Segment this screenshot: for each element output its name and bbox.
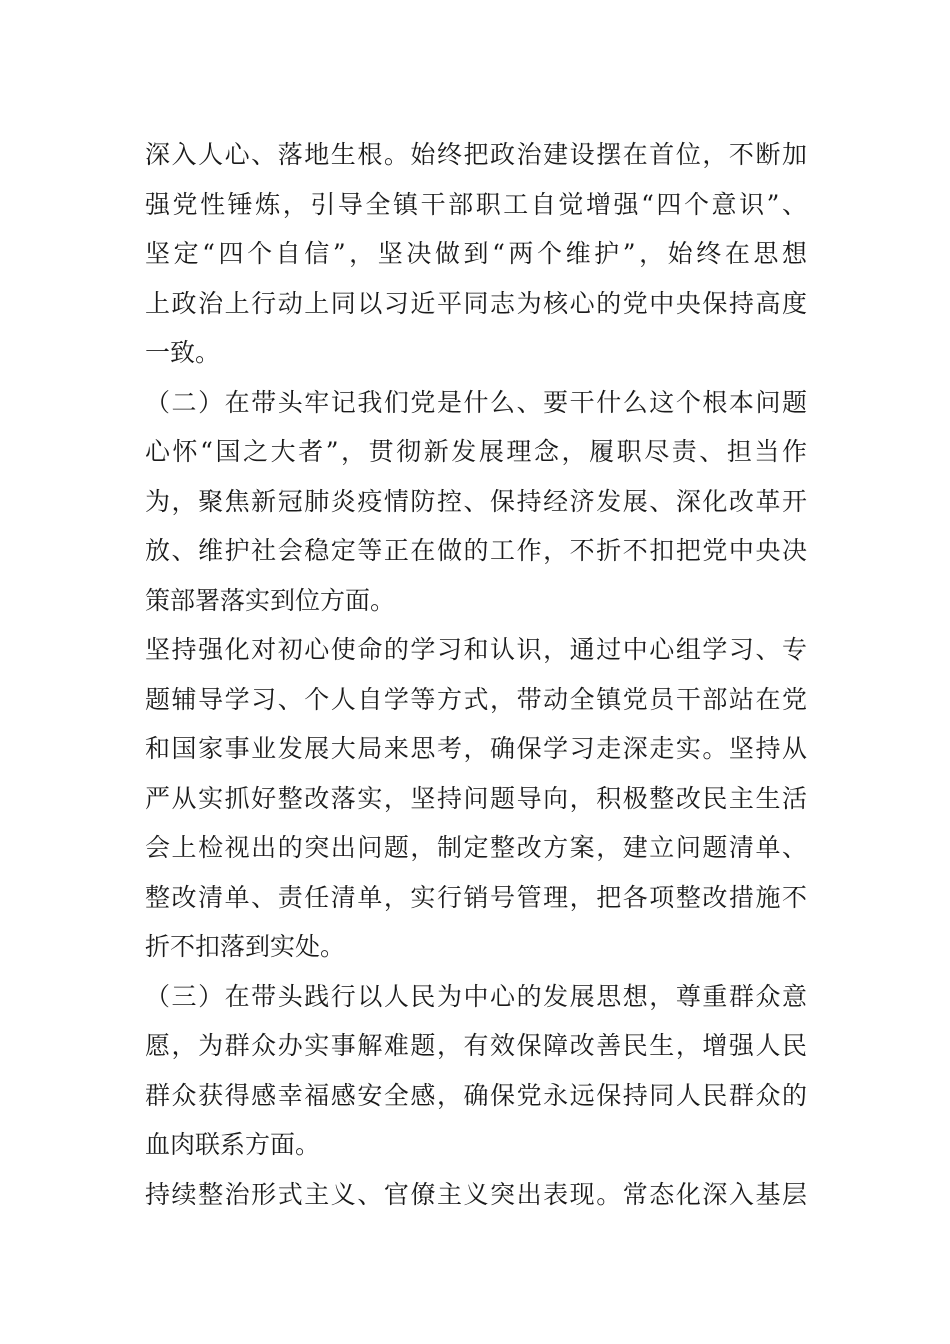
- paragraph-p2: [145, 625, 807, 972]
- text-line: 严从实抓好整改落实，坚持问题导向，积极整改民主生活: [145, 783, 807, 813]
- text-line: 坚持强化对初心使命的学习和认识，通过中心组学习、专: [145, 635, 807, 664]
- text-line: 血肉联系方面。: [145, 1130, 321, 1159]
- text-line: 持续整治形式主义、官僚主义突出表现。常态化深入基层: [145, 1179, 807, 1209]
- text-line: 和国家事业发展大局来思考，确保学习走深走实。坚持从: [145, 734, 807, 763]
- text-line: 心怀“国之大者”，贯彻新发展理念，履职尽责、担当作: [145, 437, 807, 466]
- text-line: 题辅导学习、个人自学等方式，带动全镇党员干部站在党: [145, 684, 807, 714]
- text-line: 深入人心、落地生根。始终把政治建设摆在首位，不断加: [145, 140, 807, 169]
- text-line: 放、维护社会稳定等正在做的工作，不折不扣把党中央决: [145, 536, 807, 565]
- text-line: 上政治上行动上同以习近平同志为核心的党中央保持高度: [145, 288, 807, 318]
- text-line: 折不扣落到实处。: [145, 932, 346, 961]
- text-line: 强党性锤炼，引导全镇干部职工自觉增强“四个意识”、: [145, 189, 807, 219]
- text-line: 整改清单、责任清单，实行销号管理，把各项整改措施不: [145, 882, 807, 912]
- text-line: （二）在带头牢记我们党是什么、要干什么这个根本问题: [145, 387, 807, 417]
- document-body: [145, 130, 807, 1219]
- text-line: 会上检视出的突出问题，制定整改方案，建立问题清单、: [145, 833, 807, 862]
- text-line: 为，聚焦新冠肺炎疫情防控、保持经济发展、深化改革开: [145, 486, 807, 516]
- text-line: 群众获得感幸福感安全感，确保党永远保持同人民群众的: [145, 1080, 807, 1110]
- text-line: （三）在带头践行以人民为中心的发展思想，尊重群众意: [145, 981, 807, 1011]
- text-line: 坚定“四个自信”，坚决做到“两个维护”，始终在思想: [145, 239, 807, 268]
- section-heading-3: [145, 972, 807, 1170]
- section-heading-2: [145, 378, 807, 626]
- text-line: 一致。: [145, 338, 221, 367]
- paragraph-p3: [145, 1170, 807, 1220]
- text-line: 愿，为群众办实事解难题，有效保障改善民生，增强人民: [145, 1031, 807, 1060]
- paragraph-p1: [145, 130, 807, 378]
- text-line: 策部署落实到位方面。: [145, 585, 396, 615]
